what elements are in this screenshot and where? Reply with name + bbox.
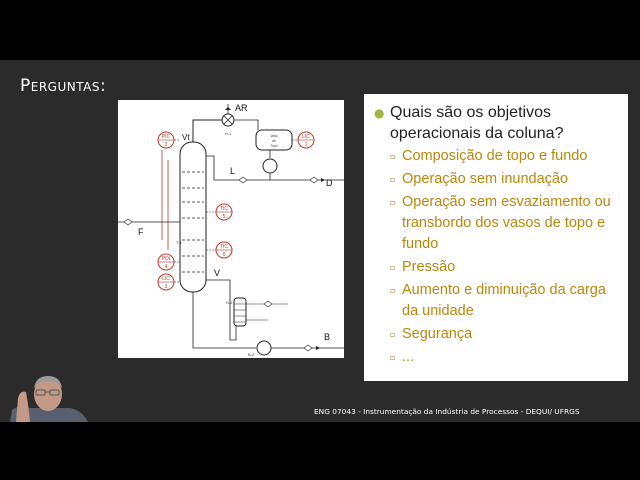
list-item: ▫ Operação sem esvaziamento ou transbordo dos vasos de topo e fundo [390, 192, 622, 255]
svg-text:4: 4 [164, 264, 168, 270]
distillate-label: D [326, 178, 333, 188]
feed-label: F [138, 227, 144, 237]
process-flow-svg [118, 100, 344, 358]
square-bullet-icon: ▫ [390, 330, 396, 339]
svg-text:PIC: PIC [161, 134, 171, 140]
svg-text:5: 5 [222, 214, 226, 220]
reflux-pump [263, 159, 277, 173]
feed-valve [124, 219, 132, 225]
square-bullet-icon: ▫ [390, 353, 396, 362]
svg-text:Topo: Topo [270, 144, 278, 148]
distillation-column [180, 142, 206, 292]
question-row [374, 102, 622, 144]
square-bullet-icon: ▫ [390, 286, 396, 295]
distillate-valve [310, 177, 318, 183]
list-item: ▫ Operação sem inundação [390, 169, 622, 190]
svg-text:de: de [272, 139, 276, 143]
svg-text:Vaso: Vaso [270, 134, 278, 138]
list-item: ▫ Segurança [390, 324, 622, 345]
slide [0, 60, 640, 422]
list-item: ▫ Pressão [390, 257, 622, 278]
reflux-valve [239, 177, 247, 183]
top-vapor-label: Vt [182, 133, 190, 142]
reboiler-tag: H-2 [226, 300, 233, 305]
svg-text:2: 2 [164, 142, 168, 148]
air-label: AR [235, 103, 248, 113]
bullet-icon: ● [374, 106, 385, 120]
svg-text:3: 3 [164, 284, 168, 290]
question-text: Quais são os objetivos operacionais da coluna? [390, 104, 564, 142]
svg-text:PDI: PDI [161, 256, 171, 262]
square-bullet-icon: ▫ [390, 175, 396, 184]
presenter-silhouette [0, 374, 100, 422]
list-item: ▫ Aumento e diminuição da carga da unidade [390, 280, 622, 322]
slide-title: Perguntas: [20, 76, 107, 96]
presenter-video [0, 374, 100, 422]
svg-text:LIC: LIC [302, 134, 310, 140]
bottoms-label: B [324, 332, 331, 342]
condenser-tag: H-1 [224, 131, 232, 136]
square-bullet-icon: ▫ [390, 152, 396, 161]
steam-valve [264, 301, 272, 307]
svg-text:LIC: LIC [162, 276, 170, 282]
answer-list [390, 146, 622, 368]
content-panel [364, 94, 628, 381]
svg-text:1: 1 [304, 142, 308, 148]
vapor-label: V [214, 268, 221, 278]
svg-text:6: 6 [222, 252, 226, 258]
reflux-label: L [230, 166, 236, 176]
column-tag: T-1 [176, 240, 182, 245]
course-footer: ENG 07043 - Instrumentação da Indústria de Processos - DEQUI/ UFRGS [314, 407, 580, 416]
bottoms-pump [257, 341, 271, 355]
square-bullet-icon: ▫ [390, 263, 396, 272]
svg-text:TIC: TIC [219, 244, 229, 250]
bottoms-pump-tag: B-2 [248, 352, 255, 357]
list-item: ▫ ... [390, 347, 622, 368]
bottoms-valve [304, 345, 312, 351]
list-item: ▫ Composição de topo e fundo [390, 146, 622, 167]
square-bullet-icon: ▫ [390, 198, 396, 207]
svg-text:TIC: TIC [219, 206, 229, 212]
distillation-column-diagram [118, 100, 344, 358]
